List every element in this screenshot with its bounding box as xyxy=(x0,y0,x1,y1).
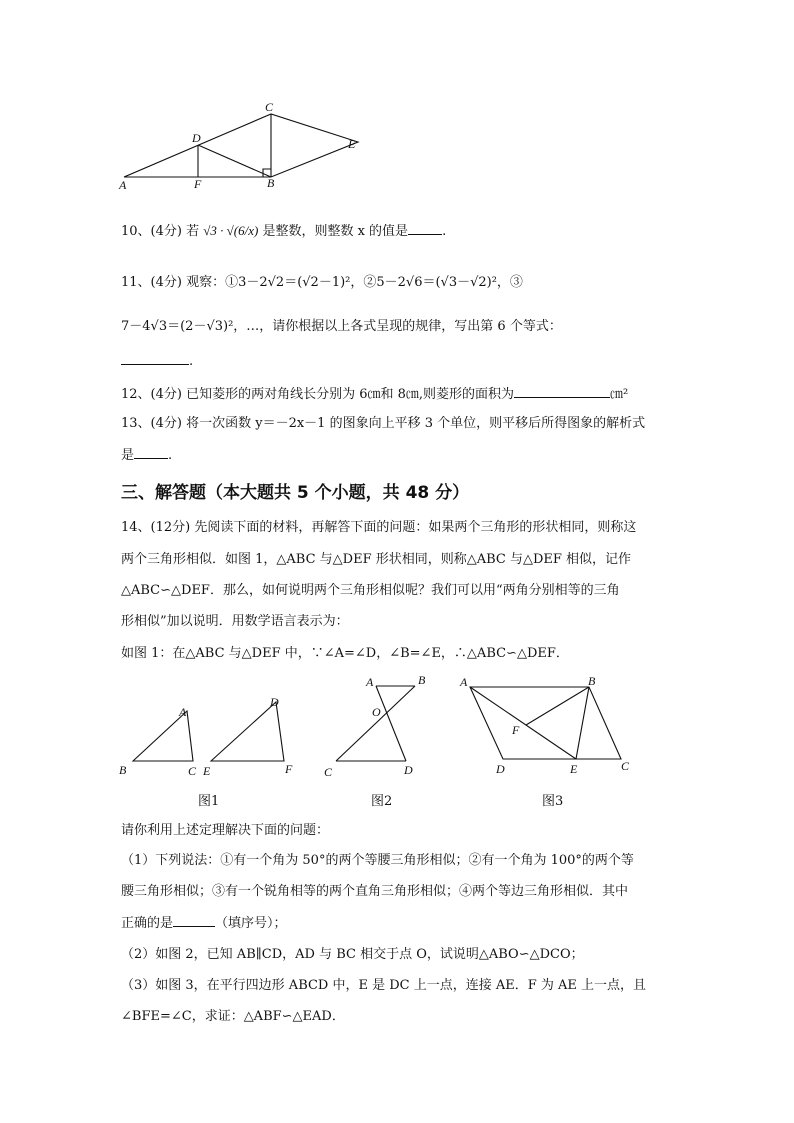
fig2-label-c: C xyxy=(324,765,333,779)
question-10: 10、(4分) 若 √3 · √(6/x) 是整数，则整数 x 的值是 . xyxy=(121,223,447,239)
q14-line1: 14、(12分) 先阅读下面的材料，再解答下面的问题：如果两个三角形的形状相同，则称这 xyxy=(121,520,637,535)
fig3-label-a: A xyxy=(460,675,468,689)
fig2-segment-bc xyxy=(336,686,415,761)
fig2-segment-ad xyxy=(376,686,406,761)
question-11-line1: 11、(4分) 观察：①3－2√2＝(√2－1)²，②5－2√6＝(√3－√2)²，③ xyxy=(121,275,523,290)
fig2-label-a: A xyxy=(366,675,374,689)
part3-line1: （3）如图 3，在平行四边形 ABCD 中，E 是 DC 上一点，连接 AE．F 为 AE 上一点，且 xyxy=(121,978,647,993)
q10-answer-blank[interactable] xyxy=(408,222,442,235)
label-d: D xyxy=(192,131,201,145)
top-figure-shape xyxy=(124,114,358,177)
fig2-label-b: B xyxy=(418,673,426,687)
part1-line2: 腰三角形相似；③有一个锐角相等的两个直角三角形相似；④两个等边三角形相似．其中 xyxy=(121,884,629,899)
fig3-label-c: C xyxy=(621,759,630,773)
part1-line1: （1）下列说法：①有一个角为 50°的两个等腰三角形相似；②有一个角为 100°的两个等 xyxy=(121,853,634,868)
question-13-line2: 是 . xyxy=(121,448,173,463)
fig3-segment-bf xyxy=(526,687,589,725)
question-12: 12、(4分) 已知菱形的两对角线长分别为 6㎝和 8㎝,则菱形的面积为 ㎝² xyxy=(121,387,629,402)
q14-line2: 两个三角形相似．如图 1，△ABC 与△DEF 形状相同，则称△ABC 与△DEF 相似，记作 xyxy=(121,552,632,567)
label-f: F xyxy=(194,177,202,191)
fig3-segment-be xyxy=(576,687,589,759)
q14-line5: 如图 1：在△ABC 与△DEF 中，∵∠A=∠D，∠B=∠E，∴△ABC∽△DEF． xyxy=(121,646,569,661)
parallelogram-abcd xyxy=(470,687,621,759)
part3-line2: ∠BFE=∠C，求证：△ABF∽△EAD． xyxy=(121,1009,345,1024)
section-title: 三、解答题（本大题共 5 个小题，共 48 分） xyxy=(121,483,470,503)
fig3-label-b: B xyxy=(588,674,596,688)
part2: （2）如图 2，已知 AB∥CD，AD 与 BC 相交于点 O，试说明△ABO∽△DCO； xyxy=(121,947,584,962)
figure-3 xyxy=(452,672,642,782)
q13-answer-blank[interactable] xyxy=(134,446,168,459)
label-c: C xyxy=(265,100,274,114)
fig3-label-e: E xyxy=(570,762,578,776)
question-11-line2: 7－4√3＝(2－√3)²，…，请你根据以上各式呈现的规律，写出第 6 个等式： xyxy=(121,319,562,334)
label-e: E xyxy=(348,137,356,151)
segment-db xyxy=(198,145,271,177)
q11-answer-blank[interactable] xyxy=(121,352,189,365)
fig1-label-d: D xyxy=(270,695,279,709)
q10-expression: √3 · √(6/x) xyxy=(203,223,259,238)
top-figure xyxy=(110,98,370,193)
fig3-label-f: F xyxy=(512,723,520,737)
q12-answer-blank[interactable] xyxy=(514,385,610,398)
figure-2-caption: 图2 xyxy=(371,794,393,809)
part1-answer-blank[interactable] xyxy=(173,914,215,927)
figure-2 xyxy=(318,670,428,782)
fig3-label-d: D xyxy=(496,762,505,776)
q14-line3: △ABC∽△DEF．那么，如何说明两个三角形相似呢？我们可以用“两角分别相等的三角 xyxy=(121,583,620,598)
triangle-def xyxy=(211,702,284,761)
fig1-label-f: F xyxy=(285,762,293,776)
part1-line3: 正确的是 （填序号）； xyxy=(121,916,287,931)
fig1-label-e: E xyxy=(203,764,211,778)
label-a: A xyxy=(119,178,127,192)
instructions: 请你利用上述定理解决下面的问题： xyxy=(121,823,330,838)
q14-line4: 形相似”加以说明．用数学语言表示为： xyxy=(121,614,349,629)
fig1-label-c: C xyxy=(188,764,197,778)
figure-3-caption: 图3 xyxy=(542,794,564,809)
fig1-label-a: A xyxy=(179,705,187,719)
fig2-label-d: D xyxy=(404,763,413,777)
question-11-line3: . xyxy=(121,352,193,371)
fig1-label-b: B xyxy=(119,763,127,777)
question-13-line1: 13、(4分) 将一次函数 y＝－2x－1 的图象向上平移 3 个单位，则平移后所得图象的解析式 xyxy=(121,416,646,431)
figure-1-caption: 图1 xyxy=(198,794,220,809)
fig2-label-o: O xyxy=(372,705,381,719)
label-b: B xyxy=(267,176,275,190)
figure-1 xyxy=(115,692,305,782)
